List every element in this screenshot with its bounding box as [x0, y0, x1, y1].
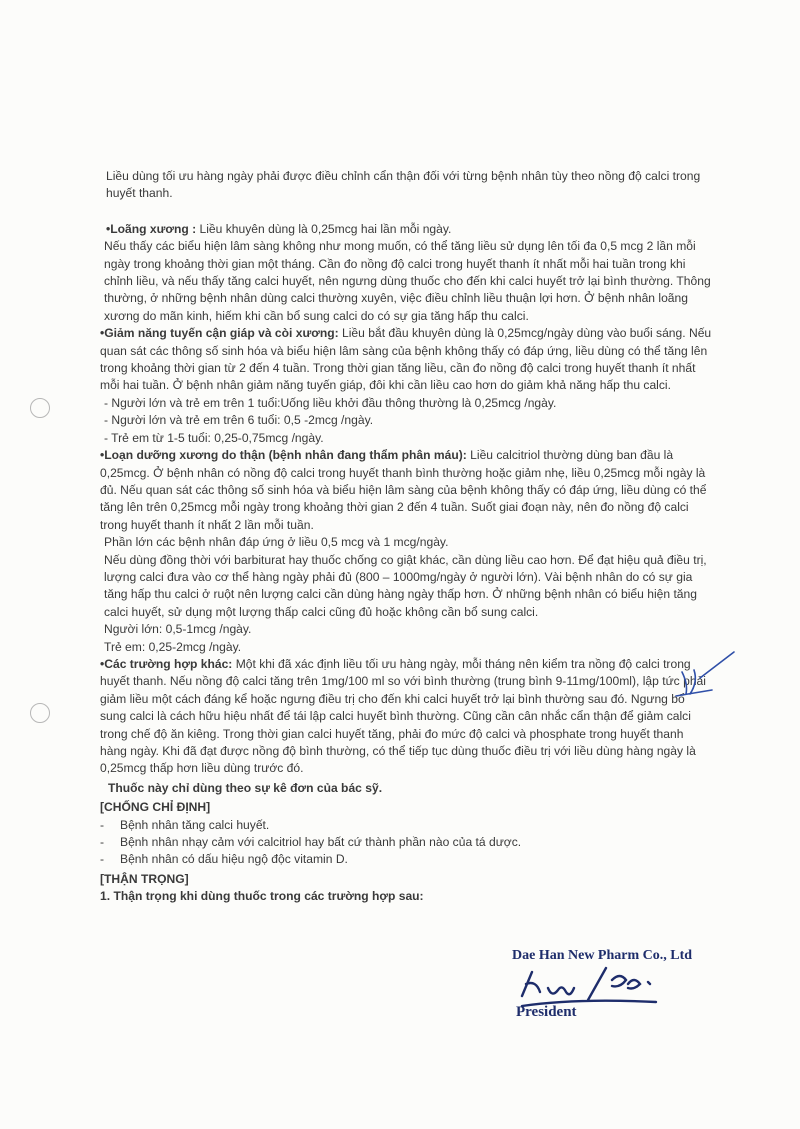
section-text: Nếu thấy các biểu hiện lâm sàng không như mong muốn, có thể tăng liều sử dụng lên tối đa 0,5 mcg 2 lần mỗi ngày trong khoảng thời gian một tháng. Cần đo nồng độ calci trong huyết thanh ít nhất mỗi hai tuần trong khi chỉnh liều, và nếu thấy tăng calci huyết, nên ngưng dùng thuốc cho đến khi calci huyết trở lại bình thường. Thông thường, ở những bệnh nhân dùng calci thường xuyên, việc điều chỉnh liều thuận lợi hơn. Ở bệnh nhân loãng xương do mãn kinh, hiếm khi cần bổ sung calci do có sự gia tăng hấp thu calci. — [104, 239, 711, 323]
dose-adult: Người lớn: 0,5-1mcg /ngày. — [104, 622, 252, 637]
president-title: President — [516, 1004, 577, 1020]
section-label: • Loãng xương : — [106, 222, 196, 236]
dose-child: Trẻ em: 0,25-2mcg /ngày. — [104, 639, 242, 654]
contraindication-item: - Bệnh nhân nhạy cảm với calcitriol hay bất cứ thành phần nào của tá dược. — [100, 835, 522, 850]
section-label: • Các trường hợp khác: — [100, 657, 232, 671]
punch-hole-mark — [30, 703, 50, 723]
section-osteoporosis — [100, 221, 712, 325]
section-label: • Loạn dưỡng xương do thận (bệnh nhân đang thẩm phân máu): — [100, 448, 467, 462]
initial-signature — [672, 650, 742, 702]
section-text: Nếu dùng đồng thời với barbiturat hay thuốc chống co giật khác, cần dùng liều cao hơn. Để đạt hiệu quả điều trị, lượng calci đưa vào cơ thể hàng ngày phải đủ (800 – 1000mg/ngày ở người lớn). Vài bệnh nhân do có sự gia tăng hấp thu calci ở ruột nên lượng calci cần dùng hàng ngày thấp hơn. Ở những bệnh nhân có biểu hiện tăng calci huyết, sử dụng một lượng thấp calci cũng đủ hoặc không cần bổ sung calci. — [104, 552, 707, 619]
precaution-item: 1. Thận trọng khi dùng thuốc trong các trường hợp sau: — [100, 889, 424, 904]
section-label: • Giảm năng tuyến cận giáp và còi xương: — [100, 326, 339, 340]
section-text: Một khi đã xác định liều tối ưu hàng ngày, mỗi tháng nên kiểm tra nồng độ calci trong huyết thanh. Nếu nồng độ calci tăng trên 1mg/100 ml so với bình thường (trung bình 9-11mg/100ml), lập tức phải giảm liều một cách đáng kể hoặc ngưng điều trị cho đến khi calci huyết trở lại bình thường sau đó. Ngưng bổ sung calci là cách hữu hiệu nhất để tái lập calci huyết bình thường. Cũng cần cân nhắc cẩn thận để giảm calci trong chế độ ăn kiêng. Trong thời gian calci huyết tăng, phải đo mức độ calci và phosphate trong huyết thanh hàng ngày. Khi đã đạt được nồng độ bình thường, có thể tiếp tục dùng thuốc điều trị với liều dùng hàng ngày là 0,25mcg thấp hơn liều dùng trước đó. — [100, 656, 706, 776]
contraindications-heading: [CHỐNG CHỈ ĐỊNH] — [100, 800, 211, 815]
section-text: Liều calcitriol thường dùng ban đầu là 0,25mcg. Ở bệnh nhân có nồng độ calci trong huyết thanh bình thường hoặc giảm nhẹ, liều 0,25mcg mỗi ngày là đủ. Nếu quan sát các thông số sinh hóa và biểu hiện lâm sàng của bệnh không thấy có đáp ứng, liều dùng có thể tăng lên trên 0,25mcg mỗi ngày trong khoảng thời gian 2 đến 4 tuần. Suốt giai đoạn này, nên đo nồng độ calci trong huyết thanh ít nhất 2 lần mỗi tuần. — [100, 448, 707, 532]
company-stamp-name: Dae Han New Pharm Co., Ltd — [512, 948, 693, 963]
section-text: Liều bắt đầu khuyên dùng là 0,25mcg/ngày dùng vào buổi sáng. Nếu quan sát các thông số sinh hóa và biểu hiện lâm sàng của bệnh không thấy có đáp ứng, liều dùng có thể tăng lên trong khoảng thời gian từ 2 đến 4 tuần. Trong thời gian tăng liều, cần đo nồng độ calci trong huyết thanh ít nhất mỗi hai tuần. Ở bệnh nhân giảm năng tuyến giáp, đôi khi cần liều cao hơn do giảm khả năng hấp thu calci. — [100, 326, 712, 393]
president-signature — [516, 958, 726, 1008]
punch-hole-mark — [30, 398, 50, 418]
precautions-heading: [THẬN TRỌNG] — [100, 871, 189, 886]
dose-item: - Người lớn và trẻ em trên 1 tuổi:Uống liều khởi đầu thông thường là 0,25mcg /ngày. — [100, 395, 712, 412]
section-renal-osteodystrophy — [100, 447, 712, 656]
contraindication-item: - Bệnh nhân có dấu hiệu ngộ độc vitamin D. — [100, 852, 348, 867]
section-text: Phần lớn các bệnh nhân đáp ứng ở liều 0,5 mcg và 1 mcg/ngày. — [104, 535, 449, 550]
dose-item: - Trẻ em từ 1-5 tuổi: 0,25-0,75mcg /ngày. — [100, 430, 712, 447]
section-hypoparathyroidism — [100, 325, 712, 447]
intro-paragraph: Liều dùng tối ưu hàng ngày phải được điều chỉnh cẩn thận đối với từng bệnh nhân tùy theo nồng độ calci trong huyết thanh. — [106, 169, 701, 201]
prescription-note: Thuốc này chỉ dùng theo sự kê đơn của bác sỹ. — [108, 780, 383, 795]
dose-item: - Người lớn và trẻ em trên 6 tuổi: 0,5 -2mcg /ngày. — [100, 412, 712, 429]
section-lead: Liều khuyên dùng là 0,25mcg hai lần mỗi ngày. — [196, 221, 452, 236]
document-body — [100, 168, 712, 906]
section-other-cases — [100, 656, 712, 778]
contraindication-item: - Bệnh nhân tăng calci huyết. — [100, 817, 270, 832]
